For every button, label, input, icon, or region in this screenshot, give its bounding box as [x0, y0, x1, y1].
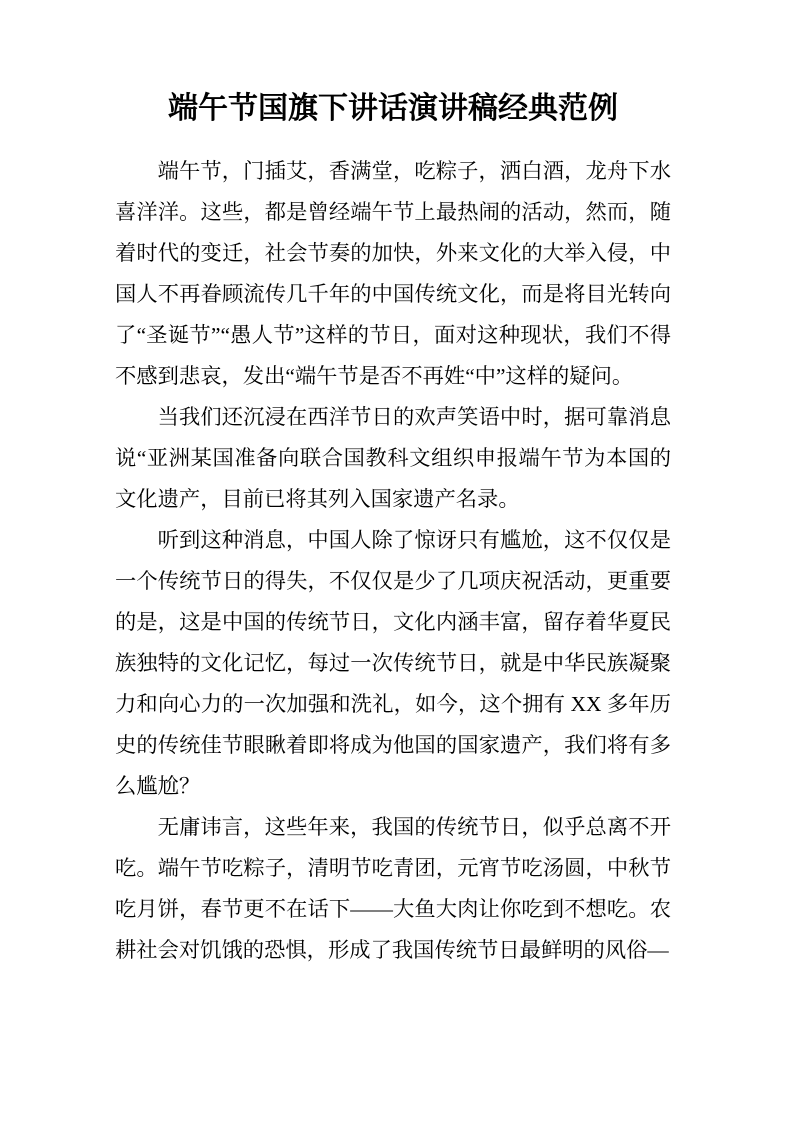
paragraph: 当我们还沉浸在西洋节日的欢声笑语中时，据可靠消息说“亚洲某国准备向联合国教科文组织申报端午节为本国的文化遗产，目前已将其列入国家遗产名录。 [115, 405, 671, 511]
document-title: 端午节国旗下讲话演讲稿经典范例 [168, 92, 618, 125]
paragraph: 听到这种消息，中国人除了惊讶只有尴尬，这不仅仅是一个传统节日的得失，不仅仅是少了几项庆祝活动，更重要的是，这是中国的传统节日，文化内涵丰富，留存着华夏民族独特的文化记忆，每过一次传统节日，就是中华民族凝聚力和向心力的一次加强和洗礼，如今，这个拥有 XX 多年历史的传统佳节眼瞅着即将成为他国的国家遗产，我们将有多么尴尬？ [115, 528, 671, 798]
paragraph: 端午节，门插艾，香满堂，吃粽子，洒白酒，龙舟下水喜洋洋。这些，都是曾经端午节上最热闹的活动，然而，随着时代的变迁，社会节奏的加快，外来文化的大举入侵，中国人不再眷顾流传几千年的中国传统文化，而是将目光转向了“圣诞节”“愚人节”这样的节日，面对这种现状，我们不得不感到悲哀，发出“端午节是否不再姓“中”这样的疑问。 [115, 159, 671, 388]
paragraph: 无庸讳言，这些年来，我国的传统节日，似乎总离不开吃。端午节吃粽子，清明节吃青团，元宵节吃汤圆，中秋节吃月饼，春节更不在话下——大鱼大肉让你吃到不想吃。农耕社会对饥饿的恐惧，形成了我国传统节日最鲜明的风俗— [115, 815, 671, 962]
document-body [115, 151, 671, 971]
